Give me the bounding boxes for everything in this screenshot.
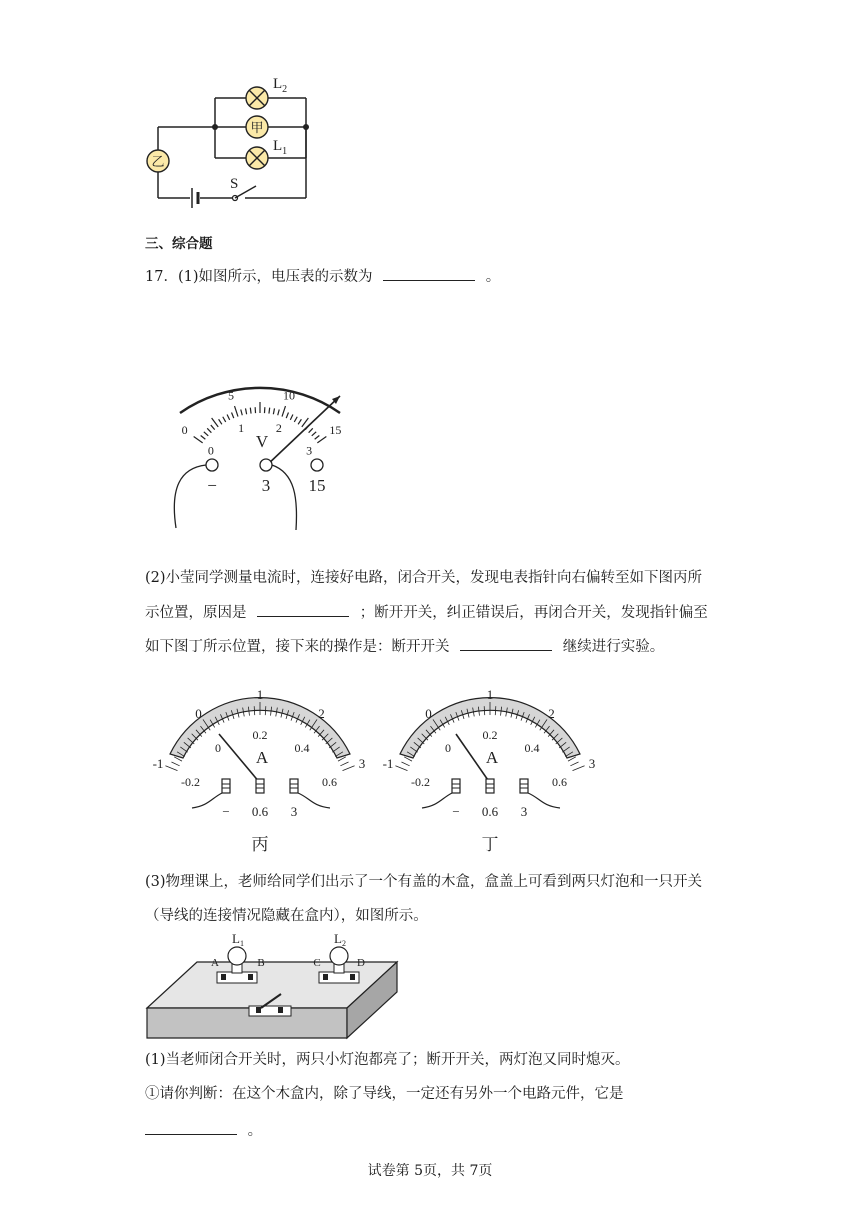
ammeter-lower-tick-label: 0.2 — [482, 728, 498, 742]
terminal-b-label: B — [257, 957, 265, 969]
terminal-d-label: D — [357, 957, 365, 969]
ammeter-ding-terminal-negative: − — [452, 804, 460, 819]
ammeter-terminal-post — [486, 779, 494, 793]
terminal-a-label: A — [211, 957, 219, 969]
question-17-part1: 17．(1)如图所示，电压表的示数为 。 — [145, 266, 500, 287]
ammeter-upper-tick-label: 3 — [588, 755, 596, 771]
ammeter-lower-tick-label: 0 — [215, 740, 222, 755]
ammeter-upper-tick-label: 2 — [548, 705, 555, 721]
box-lamp-l2-label: $L_2$ — [334, 931, 346, 948]
ammeter-lower-tick-label: -0.2 — [180, 774, 200, 789]
page-footer: 试卷第 5页，共 7页 — [367, 1163, 493, 1179]
ammeter-upper-tick-label: 1 — [486, 687, 494, 702]
question-17-part4-line3: 。 — [145, 1120, 262, 1141]
voltmeter-lower-tick-label: 2 — [275, 421, 282, 436]
box-lamp-l1-label: $L_1$ — [232, 931, 244, 948]
voltmeter-upper-tick-label: 5 — [228, 388, 235, 403]
ammeter-lower-tick-label: 0 — [445, 740, 452, 755]
question-17-part3-line2: （导线的连接情况隐藏在盒内），如图所示。 — [145, 908, 428, 924]
ammeter-bing-unit: A — [255, 748, 269, 767]
terminal-3v: 3 — [261, 476, 271, 495]
ammeter-lower-tick-label: 0.6 — [322, 774, 338, 789]
ammeter-terminal-post — [290, 779, 298, 793]
voltmeter-unit: V — [255, 432, 269, 451]
ammeter-bing-diagram — [150, 676, 370, 858]
ammeter-upper-tick-label: 0 — [425, 705, 432, 721]
voltmeter-lower-tick-label: 3 — [306, 443, 313, 458]
ammeter-bing-terminal-3: 3 — [290, 804, 298, 819]
ammeter-ding-terminal-0.6: 0.6 — [481, 804, 499, 819]
voltmeter-diagram — [150, 348, 390, 533]
voltmeter-lower-tick-label: 1 — [238, 421, 245, 436]
parallel-circuit-diagram — [140, 70, 340, 220]
ammeter-upper-tick-label: 1 — [256, 687, 264, 702]
ammeter-upper-tick-label: -1 — [382, 755, 394, 771]
lamp-l1-label: $L_1$ — [273, 138, 288, 157]
question-17-part2-line2: 示位置，原因是 ；断开开关，纠正错误后，再闭合开关，发现指针偏至 — [145, 602, 708, 623]
question-17-part3-line1: (3)物理课上，老师给同学们出示了一个有盖的木盒，盒盖上可看到两只灯泡和一只开关 — [145, 874, 703, 890]
question-17-part2-line1: (2)小莹同学测量电流时，连接好电路，闭合开关，发现电表指针向右偏转至如下图丙所 — [145, 570, 703, 586]
wooden-box-diagram — [145, 930, 405, 1045]
ammeter-ding-diagram — [380, 676, 600, 858]
ammeter-lower-tick-label: 0.6 — [552, 774, 568, 789]
ammeter-lower-tick-label: -0.2 — [410, 774, 430, 789]
ammeter-lower-tick-label: 0.4 — [294, 740, 310, 755]
question-17-part4-line1: (1)当老师闭合开关时，两只小灯泡都亮了；断开开关，两灯泡又同时熄灭。 — [145, 1052, 630, 1068]
answer-blank-1[interactable] — [383, 266, 475, 281]
ammeter-upper-tick-label: 0 — [195, 705, 202, 721]
answer-blank-3[interactable] — [460, 636, 552, 651]
meter-yi-label: 乙 — [151, 154, 165, 169]
answer-blank-2[interactable] — [257, 602, 349, 617]
ammeter-ding-caption: 丁 — [481, 835, 499, 854]
ammeter-upper-tick-label: 3 — [358, 755, 366, 771]
terminal-15v: 15 — [308, 476, 326, 495]
question-17-part2-line3: 如下图丁所示位置，接下来的操作是：断开开关 继续进行实验。 — [145, 636, 664, 657]
lamp-l2-label: $L_2$ — [273, 76, 288, 95]
ammeter-bing-terminal-negative: − — [222, 804, 230, 819]
terminal-negative: − — [207, 476, 217, 495]
question-17-part4-line2: ①请你判断：在这个木盒内，除了导线，一定还有另外一个电路元件，它是 — [145, 1086, 624, 1102]
ammeter-bing-caption: 丙 — [251, 835, 269, 854]
voltmeter-lower-tick-label: 0 — [207, 443, 214, 458]
ammeter-lower-tick-label: 0.2 — [252, 728, 268, 742]
section-heading: 三、综合题 — [145, 236, 213, 252]
ammeter-bing-terminal-0.6: 0.6 — [251, 804, 269, 819]
meter-jia-label: 甲 — [250, 120, 264, 135]
ammeter-lower-tick-label: 0.4 — [524, 740, 540, 755]
ammeter-terminal-post — [222, 779, 230, 793]
ammeter-ding-terminal-3: 3 — [520, 804, 528, 819]
answer-blank-4[interactable] — [145, 1120, 237, 1135]
ammeter-upper-tick-label: -1 — [152, 755, 164, 771]
voltmeter-upper-tick-label: 0 — [181, 423, 188, 438]
ammeter-ding-unit: A — [485, 748, 499, 767]
ammeter-terminal-post — [452, 779, 460, 793]
ammeter-upper-tick-label: 2 — [318, 705, 325, 721]
terminal-c-label: C — [313, 957, 321, 969]
ammeter-terminal-post — [520, 779, 528, 793]
switch-label: S — [230, 176, 239, 192]
voltmeter-upper-tick-label: 10 — [282, 388, 295, 403]
ammeter-terminal-post — [256, 779, 264, 793]
voltmeter-upper-tick-label: 15 — [329, 423, 342, 438]
